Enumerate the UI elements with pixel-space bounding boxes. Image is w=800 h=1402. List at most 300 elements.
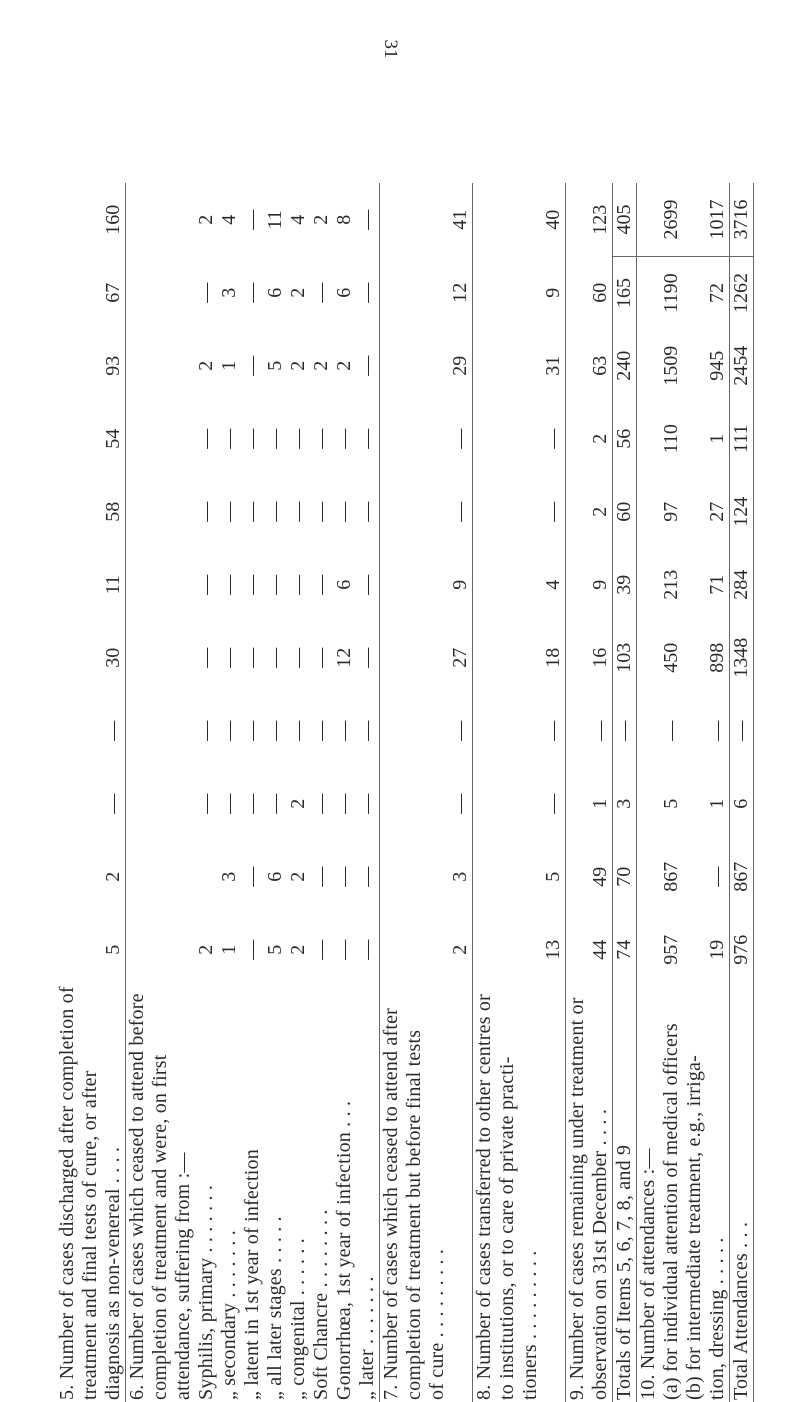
- value: 2: [589, 433, 611, 444]
- spacer: [403, 402, 426, 475]
- row-label-item-7: [380, 986, 473, 1402]
- spacer: [683, 621, 706, 694]
- value-cell: [613, 329, 637, 402]
- value: 2454: [730, 345, 752, 386]
- value-cell: [473, 475, 566, 548]
- value-cell: [126, 913, 380, 986]
- value-cell: [730, 183, 754, 256]
- value-cell: [566, 183, 613, 256]
- spacer: [566, 402, 589, 475]
- value: 5: [264, 360, 286, 371]
- value-cell: [52, 183, 126, 256]
- value: 13: [542, 939, 564, 960]
- spacer: [380, 183, 403, 256]
- spacer: [426, 840, 449, 913]
- spacer: [473, 183, 496, 256]
- table-row: [52, 183, 126, 1402]
- row-label-line: attendance, suffering from :—: [172, 1152, 194, 1400]
- row-label-line: „ congenital . . . . . .: [287, 1238, 309, 1400]
- table-row: [613, 183, 637, 1402]
- spacer: [380, 767, 403, 840]
- value: —: [333, 866, 355, 887]
- value: —: [195, 793, 217, 814]
- spacer: [380, 475, 403, 548]
- value-cell: [380, 913, 473, 986]
- value-cell: [566, 694, 613, 767]
- value: 60: [589, 282, 611, 303]
- row-label-line: completion of treatment but before final tests: [403, 1029, 425, 1400]
- value: —: [241, 209, 263, 230]
- row-label-total-attendances: [730, 986, 754, 1402]
- value-cell: [126, 329, 380, 402]
- value: 867: [660, 861, 682, 892]
- value: 284: [730, 569, 752, 600]
- value: 74: [613, 939, 635, 960]
- row-label-line: completion of treatment and were, on first: [149, 1054, 171, 1400]
- spacer: [403, 767, 426, 840]
- value: [195, 840, 218, 913]
- value: —: [310, 501, 332, 522]
- row-label-line: 6. Number of cases which ceased to attend before: [126, 993, 148, 1400]
- row-label-line: 8. Number of cases transferred to other centres or: [473, 994, 495, 1400]
- spacer: [380, 402, 403, 475]
- value-cell: [126, 694, 380, 767]
- value: —: [542, 428, 564, 449]
- value: 867: [730, 861, 752, 892]
- spacer: [426, 329, 449, 402]
- value-cell: [566, 621, 613, 694]
- spacer: [56, 402, 79, 475]
- value: 111: [730, 424, 752, 454]
- row-label-line: „ secondary . . . . . . .: [218, 1230, 240, 1400]
- value: —: [241, 793, 263, 814]
- spacer: [126, 256, 149, 329]
- spacer: [519, 694, 542, 767]
- value-cell: [730, 402, 754, 475]
- value-cell: [637, 475, 730, 548]
- spacer: [79, 767, 102, 840]
- value: —: [287, 720, 309, 741]
- spacer: [172, 767, 195, 840]
- value-cell: [637, 840, 730, 913]
- row-label-line: (a) for individual attention of medical officers: [660, 1023, 682, 1400]
- value: —: [241, 866, 263, 887]
- value: 2: [195, 214, 217, 225]
- value-cell: [730, 621, 754, 694]
- spacer: [473, 548, 496, 621]
- spacer: [519, 256, 542, 329]
- value: —: [218, 428, 240, 449]
- value: —: [264, 574, 286, 595]
- value: —: [310, 866, 332, 887]
- value: 2: [287, 287, 309, 298]
- value-cell: [613, 256, 637, 329]
- value: —: [287, 501, 309, 522]
- value: 97: [660, 501, 682, 522]
- spacer: [519, 767, 542, 840]
- value-cell: [613, 840, 637, 913]
- spacer: [172, 475, 195, 548]
- value-cell: [637, 913, 730, 986]
- value: 1262: [730, 273, 752, 313]
- value: —: [195, 574, 217, 595]
- value: 39: [613, 574, 635, 595]
- spacer: [683, 402, 706, 475]
- spacer: [683, 840, 706, 913]
- value: —: [706, 720, 728, 741]
- value: 4: [542, 579, 564, 590]
- value: 27: [449, 647, 471, 668]
- value-cell: [473, 840, 566, 913]
- value: 1: [218, 944, 240, 955]
- spacer: [79, 402, 102, 475]
- value: —: [356, 939, 378, 960]
- spacer: [149, 475, 172, 548]
- spacer: [683, 257, 706, 330]
- spacer: [56, 913, 79, 986]
- value-cell: [380, 694, 473, 767]
- value: —: [218, 793, 240, 814]
- value: 56: [613, 428, 635, 449]
- spacer: [149, 402, 172, 475]
- value-cell: [566, 840, 613, 913]
- value: —: [310, 428, 332, 449]
- spacer: [126, 767, 149, 840]
- value-cell: [730, 913, 754, 986]
- value: 124: [730, 496, 752, 527]
- value: —: [218, 647, 240, 668]
- value-cell: [730, 840, 754, 913]
- spacer: [473, 475, 496, 548]
- value-cell: [52, 256, 126, 329]
- statistics-table: [52, 183, 754, 1402]
- value-cell: [52, 548, 126, 621]
- spacer: [683, 694, 706, 767]
- spacer: [519, 621, 542, 694]
- spacer: [496, 475, 519, 548]
- value: 6: [264, 287, 286, 298]
- spacer: [683, 548, 706, 621]
- value: 12: [449, 282, 471, 303]
- value: 2: [310, 214, 332, 225]
- spacer: [496, 840, 519, 913]
- value-cell: [566, 913, 613, 986]
- value: 165: [613, 278, 635, 308]
- value: —: [264, 647, 286, 668]
- value: 2: [589, 506, 611, 517]
- spacer: [683, 475, 706, 548]
- value: —: [356, 720, 378, 741]
- value: 1: [589, 798, 611, 809]
- spacer: [519, 329, 542, 402]
- page-number: 31: [380, 39, 401, 59]
- value: —: [241, 574, 263, 595]
- value: 2: [287, 944, 309, 955]
- value: —: [589, 720, 611, 741]
- value: —: [264, 720, 286, 741]
- value: 5: [542, 871, 564, 882]
- spacer: [403, 548, 426, 621]
- value: 9: [449, 579, 471, 590]
- value: 1: [706, 798, 728, 809]
- spacer: [519, 840, 542, 913]
- value: 103: [613, 642, 635, 673]
- value: 898: [706, 642, 728, 673]
- value: —: [241, 428, 263, 449]
- spacer: [56, 329, 79, 402]
- spacer: [496, 256, 519, 329]
- value: —: [287, 647, 309, 668]
- value: 1348: [730, 637, 752, 678]
- spacer: [426, 475, 449, 548]
- row-label-line: 10. Number of attendances :—: [637, 1148, 659, 1400]
- value: 11: [264, 210, 286, 230]
- spacer: [473, 913, 496, 986]
- value-cell: [473, 183, 566, 256]
- value: 5: [102, 944, 124, 955]
- spacer: [149, 913, 172, 986]
- spacer: [380, 329, 403, 402]
- value-cell: [126, 621, 380, 694]
- value: —: [102, 793, 124, 814]
- spacer: [683, 183, 706, 256]
- spacer: [637, 257, 660, 330]
- value: —: [310, 574, 332, 595]
- value: —: [542, 793, 564, 814]
- value: 976: [730, 934, 752, 965]
- spacer: [473, 767, 496, 840]
- value-cell: [52, 402, 126, 475]
- value: 70: [613, 866, 635, 887]
- value-cell: [637, 548, 730, 621]
- table-row: [380, 183, 473, 1402]
- spacer: [426, 767, 449, 840]
- value: 6: [333, 287, 355, 298]
- row-label-item-6: [126, 986, 380, 1402]
- spacer: [126, 913, 149, 986]
- value-cell: [613, 621, 637, 694]
- table-row: [637, 183, 730, 1402]
- value: —: [195, 720, 217, 741]
- spacer: [56, 475, 79, 548]
- spacer: [403, 840, 426, 913]
- value: 2: [287, 798, 309, 809]
- value-cell: [126, 475, 380, 548]
- value: 2: [287, 360, 309, 371]
- value: 11: [102, 575, 124, 595]
- value-cell: [473, 913, 566, 986]
- value: —: [264, 428, 286, 449]
- row-label-line: „ all later stages . . . . .: [264, 1216, 286, 1400]
- value: —: [706, 866, 728, 887]
- row-label-line: observation on 31st December . . . .: [589, 1108, 611, 1400]
- value-cell: [52, 767, 126, 840]
- value-cell: [473, 402, 566, 475]
- row-label-line: Soft Chancre . . . . . . . .: [310, 1209, 332, 1400]
- spacer: [496, 548, 519, 621]
- value-cell: [380, 548, 473, 621]
- value: 31: [542, 355, 564, 376]
- row-label-line: 9. Number of cases remaining under treatment or: [566, 997, 588, 1400]
- value: 2: [195, 360, 217, 371]
- value: 1509: [660, 345, 682, 386]
- row-label-line: of cure . . . . . . . . .: [426, 1248, 448, 1400]
- value: 12: [333, 647, 355, 668]
- value: —: [356, 355, 378, 376]
- spacer: [637, 329, 660, 402]
- spacer: [637, 913, 660, 986]
- value: —: [310, 647, 332, 668]
- value: —: [241, 647, 263, 668]
- value-cell: [613, 913, 637, 986]
- spacer: [56, 256, 79, 329]
- spacer: [149, 329, 172, 402]
- value: 2: [195, 944, 217, 955]
- spacer: [403, 256, 426, 329]
- value-cell: [613, 548, 637, 621]
- value: —: [333, 428, 355, 449]
- value: —: [102, 720, 124, 741]
- value-cell: [473, 256, 566, 329]
- value: —: [356, 647, 378, 668]
- value-cell: [126, 548, 380, 621]
- value-cell: [52, 840, 126, 913]
- spacer: [496, 183, 519, 256]
- row-label-line: „ later . . . . . . .: [356, 1276, 378, 1400]
- row-label-item-5: [52, 986, 126, 1402]
- value-cell: [566, 329, 613, 402]
- spacer: [637, 475, 660, 548]
- value: 1190: [660, 273, 682, 313]
- spacer: [149, 767, 172, 840]
- value: —: [356, 428, 378, 449]
- value: —: [542, 501, 564, 522]
- value: —: [218, 720, 240, 741]
- value-cell: [613, 475, 637, 548]
- row-label-line: treatment and final tests of cure, or after: [79, 1070, 101, 1400]
- table-row: [126, 183, 380, 1402]
- value: —: [356, 282, 378, 303]
- value: 18: [542, 647, 564, 668]
- value: 123: [589, 204, 611, 235]
- value: 54: [102, 428, 124, 449]
- value: —: [241, 501, 263, 522]
- value: —: [356, 866, 378, 887]
- spacer: [519, 913, 542, 986]
- spacer: [79, 913, 102, 986]
- value: —: [310, 720, 332, 741]
- spacer: [79, 183, 102, 256]
- spacer: [172, 913, 195, 986]
- row-label-line: tion, dressing . . . . .: [706, 1237, 728, 1400]
- spacer: [380, 694, 403, 767]
- value: 3716: [730, 199, 752, 240]
- value: 58: [102, 501, 124, 522]
- spacer: [496, 767, 519, 840]
- value-cell: [637, 183, 730, 256]
- value-cell: [126, 767, 380, 840]
- value: —: [287, 428, 309, 449]
- spacer: [473, 329, 496, 402]
- value-cell: [380, 402, 473, 475]
- value: —: [356, 501, 378, 522]
- spacer: [126, 840, 149, 913]
- spacer: [79, 256, 102, 329]
- spacer: [149, 548, 172, 621]
- spacer: [172, 256, 195, 329]
- value: 29: [449, 355, 471, 376]
- value: —: [333, 501, 355, 522]
- spacer: [172, 621, 195, 694]
- spacer: [149, 256, 172, 329]
- value-cell: [566, 256, 613, 329]
- value: 3: [449, 871, 471, 882]
- spacer: [426, 548, 449, 621]
- value: 405: [613, 204, 635, 235]
- value-cell: [126, 256, 380, 329]
- spacer: [566, 183, 589, 256]
- value: 1: [706, 433, 728, 444]
- value: 63: [589, 355, 611, 376]
- value-cell: [380, 621, 473, 694]
- spacer: [380, 840, 403, 913]
- table-row: [566, 183, 613, 1402]
- spacer: [56, 621, 79, 694]
- spacer: [496, 694, 519, 767]
- value: —: [195, 501, 217, 522]
- value: 16: [589, 647, 611, 668]
- spacer: [426, 256, 449, 329]
- spacer: [519, 183, 542, 256]
- spacer: [566, 475, 589, 548]
- row-label-line: „ latent in 1st year of infection: [241, 1149, 263, 1400]
- value-cell: [730, 767, 754, 840]
- spacer: [79, 548, 102, 621]
- value: 9: [589, 579, 611, 590]
- value: 72: [706, 283, 728, 303]
- value: —: [333, 939, 355, 960]
- spacer: [566, 329, 589, 402]
- row-label-line: (b) for intermediate treatment, e.g., irriga-: [683, 1055, 705, 1400]
- value-cell: [126, 402, 380, 475]
- value-cell: [613, 767, 637, 840]
- spacer: [496, 913, 519, 986]
- spacer: [56, 840, 79, 913]
- value: 2: [333, 360, 355, 371]
- spacer: [566, 840, 589, 913]
- value: 957: [660, 934, 682, 965]
- value: 945: [706, 350, 728, 381]
- value-cell: [52, 621, 126, 694]
- spacer: [426, 694, 449, 767]
- value: 2: [287, 871, 309, 882]
- value: 30: [102, 647, 124, 668]
- value: —: [660, 720, 682, 741]
- spacer: [79, 840, 102, 913]
- value: —: [195, 428, 217, 449]
- value-cell: [730, 256, 754, 329]
- spacer: [519, 548, 542, 621]
- value: 1017: [706, 199, 728, 240]
- value: 67: [102, 282, 124, 303]
- value: —: [449, 720, 471, 741]
- value: 110: [660, 424, 682, 454]
- value-cell: [473, 694, 566, 767]
- value-cell: [730, 475, 754, 548]
- value: 2: [449, 944, 471, 955]
- value-cell: [566, 548, 613, 621]
- spacer: [403, 475, 426, 548]
